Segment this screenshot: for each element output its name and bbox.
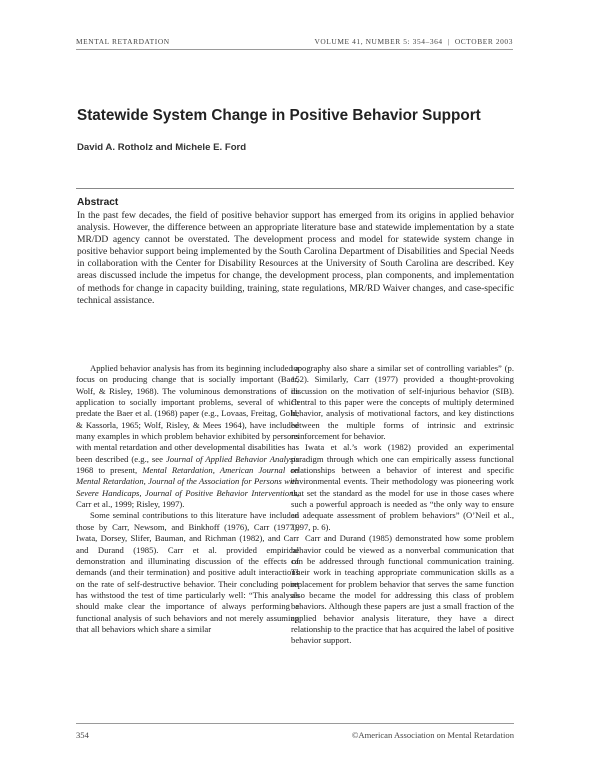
paragraph-text: Applied behavior analysis has from its beginning included a focus on producing change that is socially important (Baer, Wolf, & Risley, 1968). The voluminous demonstrations of its application to socially important problems, several of which predate the Baer et al. (1968) paper (e.g., Lovaas, Freitag, Gold, & Kassorla, 1965; Wolf, Risley, & Mees 1964), have included many examples in which problem behavior exhibited by persons with mental retardation and other developmental disabilities has been described (e.g., see bbox=[76, 363, 299, 464]
issue-date: OCTOBER 2003 bbox=[454, 37, 513, 46]
body-column-left bbox=[76, 363, 299, 635]
abstract-text: In the past few decades, the field of positive behavior support has emerged from its origins in applied behavior analysis. However, the difference between an appropriate literature base and statewide implementation by a state MR/DD agency cannot be overstated. The development process and model for statewide system change in positive behavior support being implemented by the South Carolina Department of Disabilities and Special Needs in collaboration with the Center for Disability Resources at the University of South Carolina are described. Key areas discussed include the impetus for change, the development process, plan components, and implementation of methods for change in capacity building, training, state regulations, MR/RD Waiver changes, and case-specific technical assistance. bbox=[77, 210, 514, 306]
paragraph-text: Carr et al., 1999; Risley, 1997). bbox=[76, 499, 185, 510]
abstract-divider bbox=[76, 188, 514, 189]
footer-divider bbox=[76, 723, 514, 724]
body-column-right bbox=[291, 363, 514, 647]
copyright-notice: ©American Association on Mental Retardation bbox=[351, 730, 514, 740]
article-title: Statewide System Change in Positive Behavior Support bbox=[77, 107, 481, 124]
paragraph-text: 1968 to present, bbox=[76, 465, 143, 476]
article-authors: David A. Rotholz and Michele E. Ford bbox=[77, 142, 247, 153]
page-number: 354 bbox=[76, 730, 89, 740]
journal-reference: Journal of Applied Behavior Analysis bbox=[165, 453, 299, 464]
body-paragraph: Some seminal contributions to this literature have included those by Carr, Newsom, and Binkhoff (1976), Carr (1977), Iwata, Dorsey, Slifer, Bauman, and Richman (1982), and Carr and Durand (1985). Carr et al. provided empirical demonstration and illuminating discussion of the effects of demands (and their termination) and positive adult interactions on the rate of self-destructive behavior. Their concluding point has withstood the test of time particularly well: “This analysis should make clear the importance of always performing a functional analysis of such behaviors and not merely assuming that all behaviors which share a similar bbox=[76, 510, 299, 634]
issue-citation bbox=[314, 37, 513, 46]
journal-references: Mental Retardation, American Journal on Mental Retardation, Journal of the Association for Persons with Severe Handicaps, Journal of Positive Behavior Interventions, bbox=[76, 465, 299, 498]
abstract-heading: Abstract bbox=[77, 197, 119, 208]
journal-name: MENTAL RETARDATION bbox=[76, 37, 170, 46]
body-paragraph-continued: topography also share a similar set of controlling variables” (p. 152). Similarly, Carr (1977) provided a thought-provoking discussion on the motivation of self-injurious behavior (SIB). Central to this paper were the concepts of multiply determined behavior, analysis of motivational factors, and key distinctions between the multiple forms of intrinsic and extrinsic reinforcement for behavior. bbox=[291, 363, 514, 442]
body-paragraph: Carr and Durand (1985) demonstrated how some problem behavior could be viewed as a nonverbal communication that can be addressed through functional communication training. Their work in teaching appropriate communication skills as a replacement for problem behavior that serves the same function also became the model for addressing this class of problem behaviors. Although these papers are just a small fraction of the applied behavior analysis literature, they have a direct relationship to the practice that has acquired the label of positive behavior support. bbox=[291, 533, 514, 646]
header-divider bbox=[76, 49, 513, 50]
citation-separator: | bbox=[447, 37, 450, 46]
body-paragraph bbox=[76, 363, 299, 510]
citation-text: VOLUME 41, NUMBER 5: 354–364 bbox=[314, 37, 443, 46]
body-paragraph: Iwata et al.’s work (1982) provided an experimental paradigm through which one can empirically assess functional relationships between a behavior of interest and specific environmental events. Their methodology was pioneering work that set the standard as the model for use in those cases where such a powerful approach is needed as “the only way to ensure an adequate assessment of problem behaviors” (O’Neil et al., 1997, p. 6). bbox=[291, 442, 514, 532]
